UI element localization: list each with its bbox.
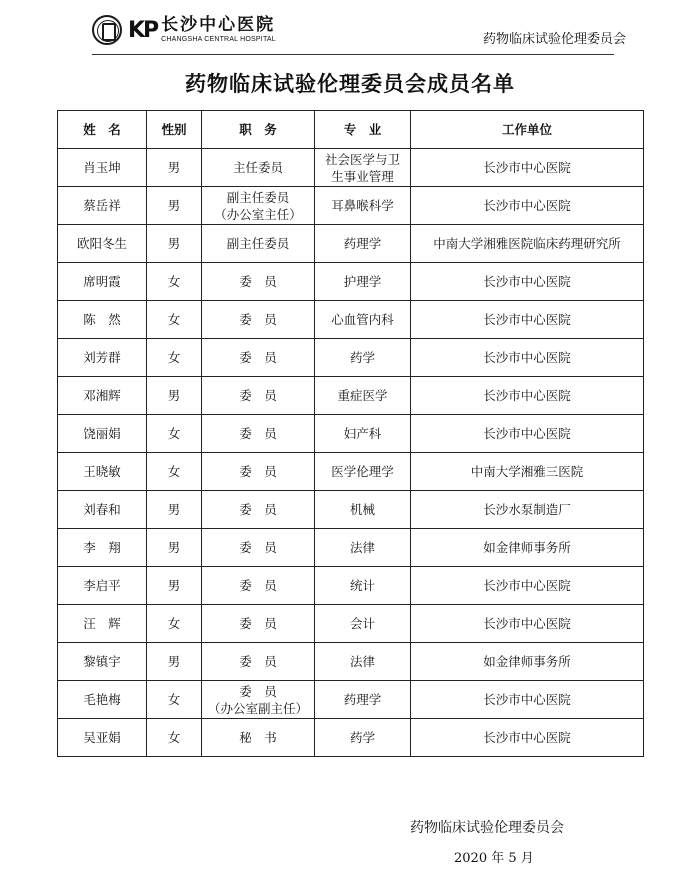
cell-gender-text: 男 [167, 236, 181, 251]
cell-name [58, 529, 147, 567]
cell-role [202, 225, 315, 263]
cell-major-text: 药理学 [343, 236, 382, 251]
cell-gender [147, 339, 202, 377]
cell-name [58, 719, 147, 757]
cell-role [202, 377, 315, 415]
cell-name-text: 饶丽娟 [83, 426, 121, 441]
cell-role [202, 453, 315, 491]
cell-unit [411, 225, 644, 263]
cell-gender [147, 719, 202, 757]
cell-unit-text: 长沙市中心医院 [483, 388, 571, 403]
cell-gender-text: 女 [167, 350, 181, 365]
table-row [58, 377, 644, 415]
cell-name-text: 毛艳梅 [83, 692, 121, 707]
cell-name [58, 605, 147, 643]
table-row [58, 263, 644, 301]
cell-major [315, 681, 411, 719]
cell-name-text: 刘芳群 [83, 350, 121, 365]
cell-role [202, 643, 315, 681]
cell-name-text: 邓湘辉 [83, 388, 121, 403]
cell-unit [411, 491, 644, 529]
table-row [58, 225, 644, 263]
cell-gender [147, 263, 202, 301]
cell-name-text: 陈 然 [83, 312, 121, 327]
cell-gender-text: 女 [167, 426, 181, 441]
cell-gender-text: 男 [167, 502, 181, 517]
logo-chinese-name: 长沙中心医院 [161, 15, 276, 35]
cell-role-text: 委 员 [239, 426, 277, 441]
cell-major [315, 529, 411, 567]
cell-gender-text: 女 [167, 616, 181, 631]
cell-unit [411, 339, 644, 377]
cell-major-text: 医学伦理学 [331, 464, 394, 479]
hospital-logo [92, 12, 276, 48]
cell-role-text: 副主任委员 [226, 236, 290, 251]
cell-major-text: 药学 [349, 350, 375, 365]
cell-role [202, 605, 315, 643]
column-header-role: 职 务 [202, 111, 315, 149]
cell-unit-text: 长沙市中心医院 [483, 312, 571, 327]
cell-role-text: 委 员 [239, 578, 277, 593]
table-row [58, 453, 644, 491]
cell-unit-text: 长沙市中心医院 [483, 198, 571, 213]
cell-role-text: （办公室副主任） [207, 700, 308, 716]
document-title: 药物临床试验伦理委员会成员名单 [185, 71, 515, 96]
cell-role [202, 567, 315, 605]
cell-name [58, 187, 147, 225]
cell-role-text: 委 员 [239, 274, 277, 289]
cell-name-text: 吴亚娟 [83, 730, 121, 745]
cell-major-text: 生事业管理 [331, 168, 394, 184]
cell-role [202, 339, 315, 377]
table-row [58, 415, 644, 453]
cell-unit-text: 中南大学湘雅医院临床药理研究所 [433, 236, 621, 251]
table-row [58, 719, 644, 757]
cell-unit-text: 长沙市中心医院 [483, 274, 571, 289]
table-row [58, 681, 644, 719]
cell-major [315, 453, 411, 491]
cell-gender-text: 女 [167, 274, 181, 289]
cell-role-text: 委 员 [239, 350, 277, 365]
cell-unit [411, 605, 644, 643]
cell-gender-text: 男 [167, 160, 181, 175]
cell-role-text: 委 员 [239, 654, 277, 669]
cell-major-text: 妇产科 [343, 426, 382, 441]
cell-unit [411, 643, 644, 681]
cell-unit-text: 长沙市中心医院 [483, 160, 571, 175]
cell-name-text: 肖玉坤 [83, 160, 121, 175]
cell-role [202, 681, 315, 719]
table-row [58, 605, 644, 643]
cell-role-text: 委 员 [239, 312, 277, 327]
cell-major [315, 301, 411, 339]
table-row [58, 643, 644, 681]
cell-name [58, 643, 147, 681]
cell-name [58, 149, 147, 187]
cell-name [58, 453, 147, 491]
cell-unit-text: 如金律师事务所 [483, 540, 571, 555]
cell-role [202, 301, 315, 339]
cell-role-text: 副主任委员 [226, 189, 290, 205]
header-divider [92, 54, 614, 55]
cell-unit-text: 长沙市中心医院 [483, 616, 571, 631]
cell-name-text: 黎镇宇 [83, 654, 121, 669]
cell-name [58, 491, 147, 529]
cell-gender-text: 男 [167, 654, 181, 669]
column-header-major: 专 业 [315, 111, 411, 149]
cell-gender [147, 187, 202, 225]
cell-name [58, 339, 147, 377]
cell-major-text: 耳鼻喉科学 [331, 198, 394, 213]
cell-name-text: 王晓敏 [83, 464, 121, 479]
cell-name-text: 蔡岳祥 [83, 198, 121, 213]
cell-unit-text: 长沙水泵制造厂 [483, 502, 571, 517]
logo-glyph: KP [128, 17, 158, 43]
cell-gender [147, 529, 202, 567]
cell-role [202, 149, 315, 187]
cell-major-text: 机械 [349, 502, 375, 517]
cell-unit-text: 长沙市中心医院 [483, 578, 571, 593]
cell-gender [147, 225, 202, 263]
cell-name [58, 263, 147, 301]
cell-gender-text: 女 [167, 464, 181, 479]
cell-unit-text: 长沙市中心医院 [483, 350, 571, 365]
cell-role-text: 委 员 [239, 388, 277, 403]
cell-unit-text: 中南大学湘雅三医院 [470, 464, 584, 479]
cell-role-text: （办公室主任） [214, 206, 302, 222]
cell-gender [147, 681, 202, 719]
table-header-row [58, 111, 644, 149]
cell-major [315, 567, 411, 605]
cell-unit [411, 377, 644, 415]
cell-gender [147, 149, 202, 187]
cell-gender [147, 643, 202, 681]
cell-major-text: 社会医学与卫 [324, 151, 400, 167]
cell-name-text: 李启平 [83, 578, 121, 593]
cell-major-text: 统计 [349, 578, 375, 593]
cell-unit-text: 如金律师事务所 [483, 654, 571, 669]
cell-gender [147, 415, 202, 453]
cell-role [202, 187, 315, 225]
cell-role-text: 主任委员 [232, 160, 283, 175]
cell-major-text: 护理学 [343, 274, 382, 289]
cell-major-text: 药理学 [343, 692, 382, 707]
cell-gender [147, 605, 202, 643]
cell-major-text: 药学 [349, 730, 375, 745]
cell-major [315, 263, 411, 301]
cell-major-text: 会计 [349, 616, 375, 631]
cell-name [58, 301, 147, 339]
cell-unit-text: 长沙市中心医院 [483, 426, 571, 441]
table-body [58, 149, 644, 757]
cell-role [202, 415, 315, 453]
cell-unit [411, 681, 644, 719]
cell-unit [411, 453, 644, 491]
cell-unit [411, 149, 644, 187]
cell-major [315, 339, 411, 377]
cell-gender-text: 男 [167, 540, 181, 555]
cell-unit [411, 263, 644, 301]
table-row [58, 187, 644, 225]
footer-date: 2020 年 5 月 [454, 851, 534, 866]
cell-major [315, 605, 411, 643]
cell-gender [147, 567, 202, 605]
cell-major [315, 187, 411, 225]
cell-gender-text: 男 [167, 388, 181, 403]
cell-name [58, 377, 147, 415]
member-table [57, 110, 644, 757]
cell-major-text: 重症医学 [337, 388, 388, 403]
cell-role-text: 委 员 [239, 540, 277, 555]
header-committee-name: 药物临床试验伦理委员会 [482, 32, 626, 47]
cell-role [202, 529, 315, 567]
cell-unit [411, 187, 644, 225]
cell-name-text: 李 翔 [83, 540, 121, 555]
cell-role [202, 719, 315, 757]
column-header-gender: 性别 [147, 111, 202, 149]
cell-name [58, 567, 147, 605]
cell-unit [411, 415, 644, 453]
page-header [0, 0, 700, 56]
cell-name-text: 汪 辉 [83, 616, 121, 631]
cell-unit-text: 长沙市中心医院 [483, 692, 571, 707]
cell-gender [147, 301, 202, 339]
cell-name [58, 225, 147, 263]
table-row [58, 567, 644, 605]
cell-major [315, 719, 411, 757]
cell-unit [411, 567, 644, 605]
logo-english-name: CHANGSHA CENTRAL HOSPITAL [161, 36, 276, 43]
cell-major [315, 149, 411, 187]
cell-role-text: 秘 书 [239, 730, 277, 745]
cell-gender-text: 男 [167, 578, 181, 593]
cell-gender [147, 453, 202, 491]
cell-role-text: 委 员 [239, 616, 277, 631]
table-row [58, 529, 644, 567]
cell-major [315, 225, 411, 263]
cell-major [315, 643, 411, 681]
cell-major [315, 491, 411, 529]
footer-organization: 药物临床试验伦理委员会 [410, 820, 564, 836]
cell-unit-text: 长沙市中心医院 [483, 730, 571, 745]
cell-gender-text: 女 [167, 312, 181, 327]
cell-role-text: 委 员 [239, 464, 277, 479]
column-header-unit: 工作单位 [411, 111, 644, 149]
cell-name-text: 欧阳冬生 [76, 236, 127, 251]
cell-role [202, 491, 315, 529]
cell-major-text: 心血管内科 [331, 312, 394, 327]
cell-name [58, 681, 147, 719]
cell-name [58, 415, 147, 453]
table-row [58, 149, 644, 187]
cell-name-text: 席明霞 [83, 274, 121, 289]
cell-role-text: 委 员 [239, 683, 277, 699]
cell-role [202, 263, 315, 301]
cell-gender [147, 377, 202, 415]
cell-major-text: 法律 [349, 654, 375, 669]
cell-gender [147, 491, 202, 529]
table-row [58, 339, 644, 377]
table-row [58, 301, 644, 339]
column-header-name: 姓 名 [58, 111, 147, 149]
cell-major-text: 法律 [349, 540, 375, 555]
cell-gender-text: 男 [167, 198, 181, 213]
table-row [58, 491, 644, 529]
hospital-emblem-icon [92, 15, 122, 45]
cell-major [315, 415, 411, 453]
cell-unit [411, 301, 644, 339]
cell-gender-text: 女 [167, 692, 181, 707]
cell-unit [411, 529, 644, 567]
cell-role-text: 委 员 [239, 502, 277, 517]
cell-major [315, 377, 411, 415]
cell-name-text: 刘春和 [83, 502, 121, 517]
cell-gender-text: 女 [167, 730, 181, 745]
cell-unit [411, 719, 644, 757]
